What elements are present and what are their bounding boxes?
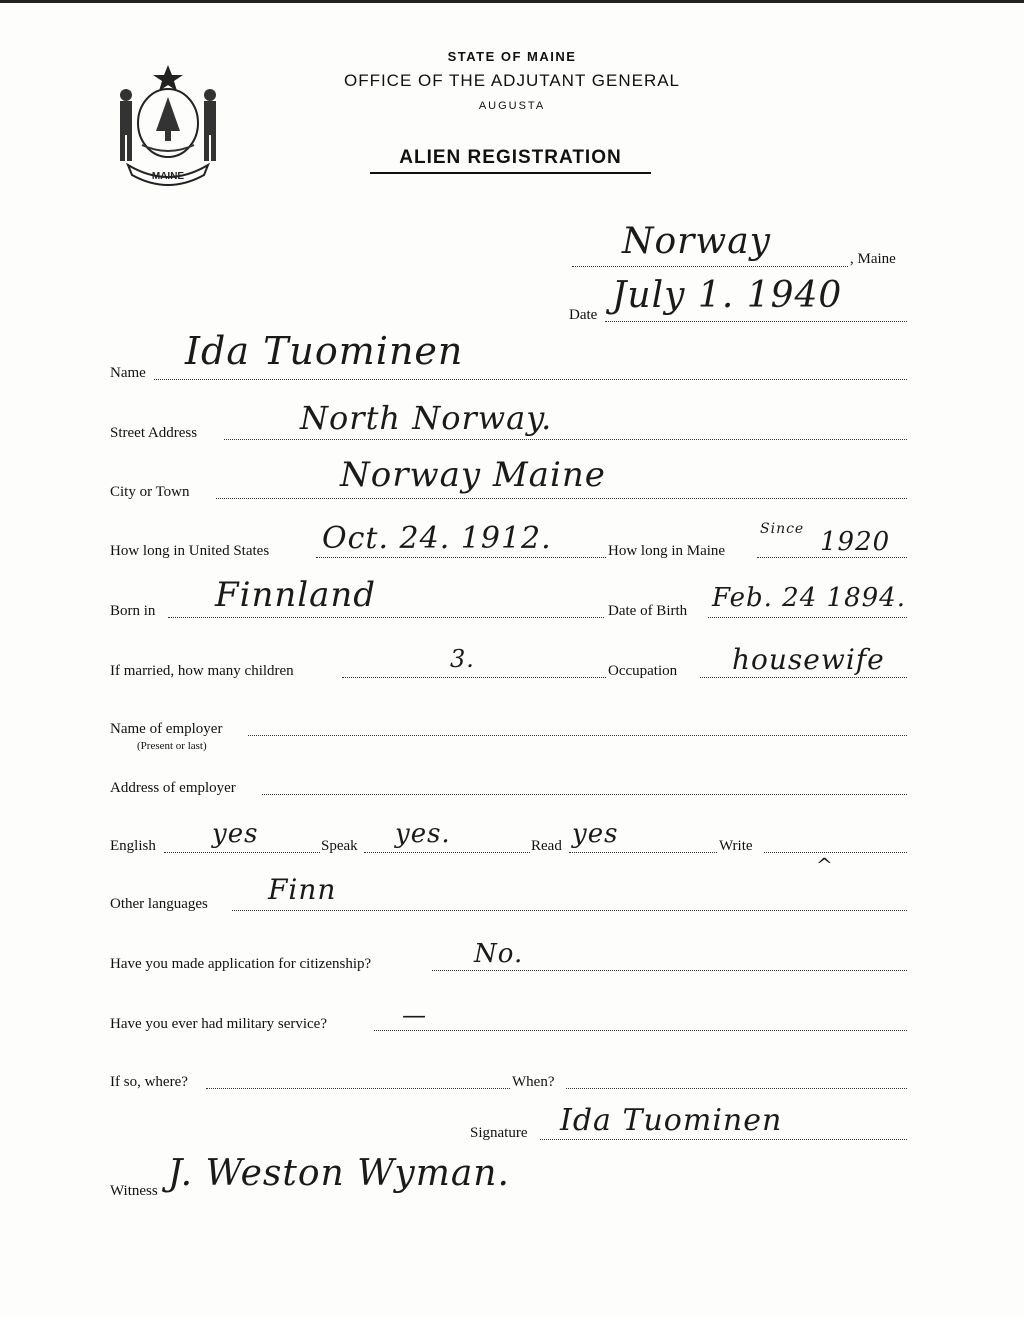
date-label: Date [569, 307, 598, 323]
born-in-line [168, 617, 604, 618]
date-of-birth-value: Feb. 24 1894. [712, 583, 906, 613]
name-line [154, 379, 907, 380]
if-so-where-label: If so, where? [110, 1074, 188, 1090]
born-in-value: Finnland [215, 575, 377, 615]
speak-line [364, 852, 530, 853]
date-of-birth-line [708, 617, 907, 618]
other-languages-label: Other languages [110, 896, 208, 912]
english-line [164, 852, 320, 853]
form-title: ALIEN REGISTRATION [370, 147, 651, 174]
read-line [569, 852, 717, 853]
read-label: Read [531, 838, 562, 854]
children-label: If married, how many children [110, 663, 294, 679]
speak-value: yes. [395, 819, 451, 849]
how-long-us-label: How long in United States [110, 543, 270, 559]
english-value: yes [212, 819, 259, 849]
street-address-label: Street Address [110, 425, 198, 441]
name-label: Name [110, 365, 146, 381]
signature-label: Signature [470, 1125, 528, 1141]
write-mark: ^ [816, 853, 834, 877]
employer-name-line [248, 735, 907, 736]
employer-note: (Present or last) [137, 740, 207, 752]
street-address-line [224, 439, 907, 440]
other-languages-value: Finn [268, 873, 337, 906]
military-value: — [402, 1001, 427, 1029]
city-line [216, 498, 907, 499]
witness-label: Witness [110, 1183, 158, 1199]
other-languages-line [232, 910, 907, 911]
name-value: Ida Tuominen [185, 329, 464, 373]
header-city: AUGUSTA [478, 100, 546, 112]
signature-value: Ida Tuominen [560, 1103, 783, 1138]
employer-address-label: Address of employer [110, 780, 236, 796]
how-long-maine-value: 1920 [820, 527, 891, 557]
citizenship-line [432, 970, 907, 971]
employer-address-line [262, 794, 907, 795]
citizenship-value: No. [474, 939, 524, 969]
born-in-label: Born in [110, 603, 156, 619]
city-label: City or Town [110, 484, 190, 500]
how-long-maine-label: How long in Maine [608, 543, 726, 559]
employer-name-label: Name of employer [110, 721, 223, 737]
street-address-value: North Norway. [300, 399, 553, 437]
citizenship-label: Have you made application for citizenship? [110, 956, 372, 972]
date-line [605, 321, 907, 322]
header-office: OFFICE OF THE ADJUTANT GENERAL [343, 71, 681, 90]
town-line [572, 266, 848, 267]
children-value: 3. [450, 645, 475, 673]
read-value: yes [572, 819, 619, 849]
military-label: Have you ever had military service? [110, 1016, 327, 1032]
city-value: Norway Maine [340, 455, 606, 495]
if-so-where-line [206, 1088, 510, 1089]
occupation-value: housewife [732, 643, 885, 676]
town-value: Norway [622, 221, 771, 262]
write-line [764, 852, 907, 853]
how-long-us-value: Oct. 24. 1912. [322, 521, 552, 556]
english-label: English [110, 838, 156, 854]
speak-label: Speak [321, 838, 358, 854]
how-long-maine-line [757, 557, 907, 558]
occupation-label: Occupation [608, 663, 678, 679]
maine-label: , Maine [850, 251, 896, 267]
how-long-us-line [316, 557, 606, 558]
when-label: When? [512, 1074, 555, 1090]
write-label: Write [719, 838, 753, 854]
how-long-maine-since: Since [760, 521, 805, 537]
children-line [342, 677, 606, 678]
seal-text: MAINE [151, 171, 185, 182]
when-line [566, 1088, 907, 1089]
witness-value: J. Weston Wyman. [168, 1153, 510, 1194]
header-state: STATE OF MAINE [447, 49, 577, 64]
signature-line [540, 1139, 907, 1140]
military-line [374, 1030, 907, 1031]
occupation-line [700, 677, 907, 678]
date-of-birth-label: Date of Birth [608, 603, 688, 619]
date-value: July 1. 1940 [612, 275, 843, 316]
